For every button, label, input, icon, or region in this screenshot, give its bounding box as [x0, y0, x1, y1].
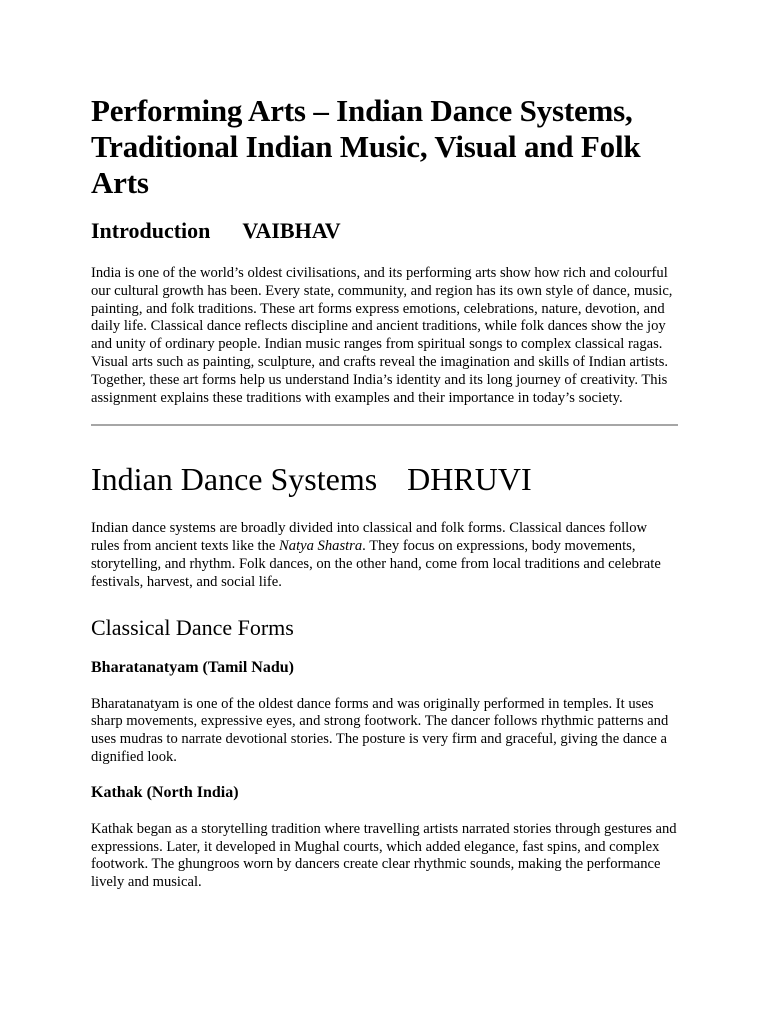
dance-systems-paragraph [91, 520, 678, 591]
introduction-heading-text: Introduction [91, 218, 211, 243]
dance-paragraph-bharatanatyam: Bharatanatyam is one of the oldest dance forms and was originally performed in temples. It uses sharp movements, expressive eyes, and strong footwork. The dancer follows rhythmic patterns and uses mudras to narrate devotional stories. The posture is very firm and graceful, giving the dance a dignified look. [91, 695, 669, 765]
natya-shastra-emphasis: Natya Shastra [279, 538, 363, 555]
introduction-author: VAIBHAV [242, 218, 341, 243]
classical-forms-heading: Classical Dance Forms [91, 614, 294, 640]
dance-systems-paragraph-part-2: . They focus on expressions, body movements, storytelling, and rhythm. Folk dances, on the other hand, come from local traditions and celebrate festivals, harvest, and social life. [91, 538, 661, 590]
dance-systems-heading [91, 460, 678, 498]
dance-systems-author: DHRUVI [407, 461, 532, 498]
dance-paragraph-kathak: Kathak began as a storytelling tradition where travelling artists narrated stories through gestures and expressions. Later, it developed in Mughal courts, which added elegance, fast spins, and complex footwork. The ghungroos worn by dancers create clear rhythmic sounds, making the performance lively and musical. [91, 820, 677, 891]
introduction-heading [91, 217, 678, 245]
dance-systems-paragraph-part-1: Indian dance systems are broadly divided into classical and folk forms. Classical dances follow rules from ancient texts like the [91, 520, 648, 555]
dance-title-bharatanatyam: Bharatanatyam (Tamil Nadu) [91, 658, 294, 676]
dance-title-kathak: Kathak (North India) [91, 783, 239, 801]
dance-systems-heading-text: Indian Dance Systems [91, 461, 378, 498]
introduction-paragraph: India is one of the world’s oldest civilisations, and its performing arts show how rich and colourful our cultural growth has been. Every state, community, and region has its own style of dance, music, painting, and folk traditions. These art forms express emotions, celebrations, nature, devotion, and daily life. Classical dance reflects discipline and ancient traditions, while folk dances show the joy and unity of ordinary people. Indian music ranges from spiritual songs to complex classical ragas. Visual arts such as painting, sculpture, and crafts reveal the imagination and skills of Indian artists. Together, these art forms help us understand India’s identity and its long journey of creativity. This assignment explains these traditions with examples and their importance in today’s society. [91, 265, 673, 406]
document-title: Performing Arts – Indian Dance Systems, Traditional Indian Music, Visual and Folk Arts [91, 93, 641, 200]
section-divider [91, 424, 678, 426]
